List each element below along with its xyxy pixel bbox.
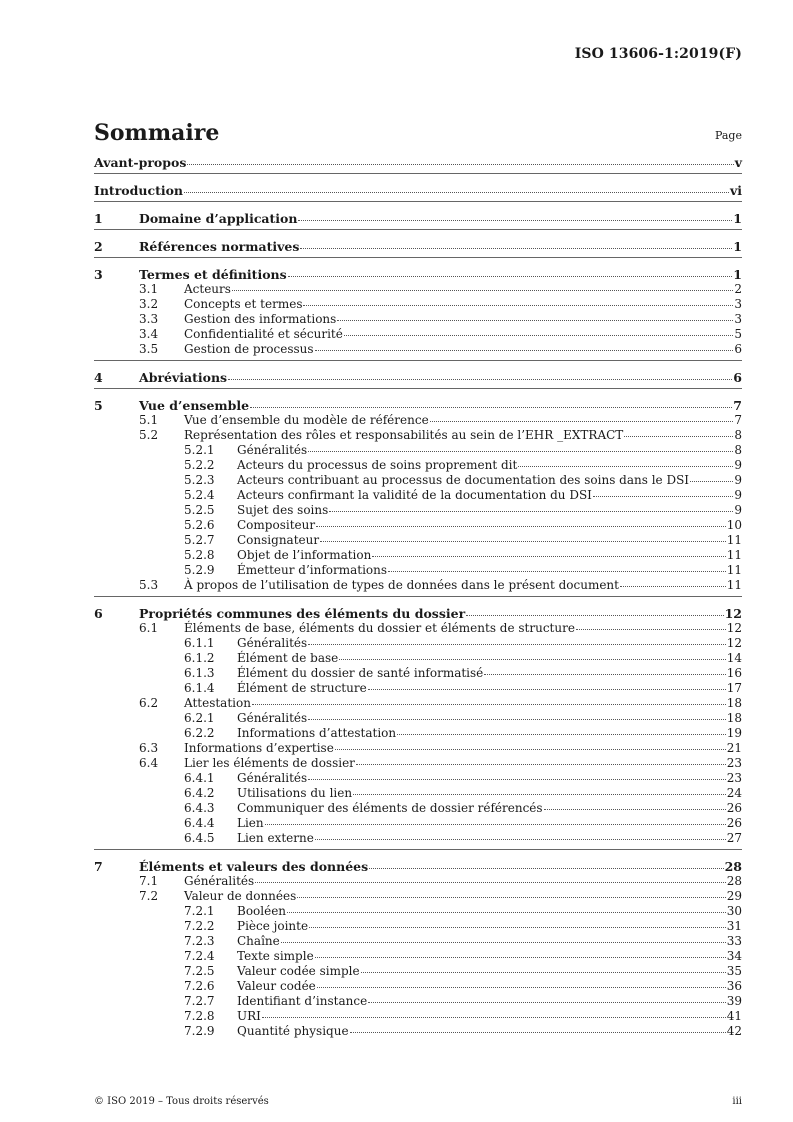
toc-entry-number: 7.2.9 bbox=[184, 1024, 215, 1038]
dot-leader bbox=[361, 972, 726, 973]
dot-leader bbox=[372, 556, 725, 557]
dot-leader bbox=[298, 220, 732, 221]
dot-leader bbox=[339, 659, 725, 660]
dot-leader bbox=[620, 586, 726, 587]
toc-entry-label: Lien externe bbox=[237, 831, 314, 845]
toc-entry[interactable] bbox=[94, 267, 742, 282]
copyright-notice: © ISO 2019 – Tous droits réservés bbox=[94, 1096, 269, 1107]
toc-entry-page: 39 bbox=[726, 994, 742, 1008]
toc-entry-number: 6.2 bbox=[139, 696, 159, 710]
toc-entry-label: Vue d’ensemble du modèle de référence bbox=[184, 413, 429, 427]
dot-leader bbox=[303, 305, 733, 306]
toc-entry-label: Élément de structure bbox=[237, 681, 367, 695]
toc-entry-label: Généralités bbox=[237, 636, 308, 650]
toc-entry-page: 17 bbox=[726, 681, 742, 695]
toc-entry-label: À propos de l’utilisation de types de données dans le présent document bbox=[184, 578, 619, 592]
toc-entry-label: Acteurs confirmant la validité de la documentation du DSI bbox=[237, 488, 592, 502]
toc-entry[interactable] bbox=[94, 533, 742, 548]
toc-entry-number: 7 bbox=[94, 859, 103, 874]
dot-leader bbox=[308, 451, 733, 452]
toc-entry[interactable] bbox=[94, 964, 742, 979]
toc-entry-label: Quantité physique bbox=[237, 1024, 349, 1038]
toc-entry[interactable] bbox=[94, 741, 742, 756]
toc-entry[interactable] bbox=[94, 711, 742, 726]
toc-entry[interactable] bbox=[94, 756, 742, 771]
toc-entry[interactable] bbox=[94, 312, 742, 327]
dot-leader bbox=[300, 248, 732, 249]
dot-leader bbox=[329, 511, 733, 512]
dot-leader bbox=[308, 644, 726, 645]
toc-entry[interactable] bbox=[94, 155, 742, 170]
dot-leader bbox=[255, 882, 726, 883]
dot-leader bbox=[544, 809, 726, 810]
section-divider bbox=[94, 360, 742, 361]
dot-leader bbox=[576, 629, 726, 630]
toc-entry-page: 18 bbox=[726, 696, 742, 710]
dot-leader bbox=[335, 749, 726, 750]
dot-leader bbox=[356, 764, 726, 765]
toc-entry-number: 7.2 bbox=[139, 889, 159, 903]
toc-entry[interactable] bbox=[94, 816, 742, 831]
toc-entry[interactable] bbox=[94, 726, 742, 741]
toc-entry-number: 5 bbox=[94, 398, 103, 413]
toc-entry[interactable] bbox=[94, 370, 742, 385]
dot-leader bbox=[184, 192, 729, 193]
toc-entry-number: 5.2.8 bbox=[184, 548, 215, 562]
toc-entry-number: 7.1 bbox=[139, 874, 159, 888]
toc-entry-label: Généralités bbox=[237, 711, 308, 725]
toc-entry[interactable] bbox=[94, 398, 742, 413]
toc-entry[interactable] bbox=[94, 666, 742, 681]
dot-leader bbox=[317, 987, 726, 988]
toc-entry-label: Acteurs du processus de soins proprement dit bbox=[237, 458, 518, 472]
toc-entry-page: 8 bbox=[734, 443, 742, 457]
dot-leader bbox=[350, 1032, 726, 1033]
toc-entry-page: 11 bbox=[726, 548, 742, 562]
toc-entry-number: 7.2.1 bbox=[184, 904, 215, 918]
toc-entry-label: Chaîne bbox=[237, 934, 280, 948]
toc-entry[interactable] bbox=[94, 548, 742, 563]
toc-entry-page: 36 bbox=[726, 979, 742, 993]
dot-leader bbox=[228, 379, 732, 380]
toc-entry-number: 6.4.3 bbox=[184, 801, 215, 815]
dot-leader bbox=[369, 868, 723, 869]
toc-entry-page: 30 bbox=[726, 904, 742, 918]
toc-entry-number: 4 bbox=[94, 370, 103, 385]
toc-entry-label: Abréviations bbox=[139, 370, 228, 385]
toc-entry-page: 28 bbox=[724, 859, 742, 874]
dot-leader bbox=[308, 719, 726, 720]
toc-entry-number: 5.1 bbox=[139, 413, 159, 427]
toc-entry[interactable] bbox=[94, 801, 742, 816]
toc-entry-page: 26 bbox=[726, 816, 742, 830]
toc-entry-label: Acteurs contribuant au processus de documentation des soins dans le DSI bbox=[237, 473, 690, 487]
toc-entry-page: 11 bbox=[726, 533, 742, 547]
dot-leader bbox=[315, 839, 726, 840]
toc-entry[interactable] bbox=[94, 488, 742, 503]
toc-entry[interactable] bbox=[94, 949, 742, 964]
dot-leader bbox=[252, 704, 726, 705]
toc-entry[interactable] bbox=[94, 651, 742, 666]
toc-entry-number: 6.1.1 bbox=[184, 636, 215, 650]
toc-entry-number: 5.2.3 bbox=[184, 473, 215, 487]
toc-entry-page: 2 bbox=[734, 282, 742, 296]
toc-entry[interactable] bbox=[94, 786, 742, 801]
toc-entry-label: Généralités bbox=[237, 443, 308, 457]
dot-leader bbox=[337, 320, 733, 321]
toc-entry-page: 28 bbox=[726, 874, 742, 888]
dot-leader bbox=[484, 674, 725, 675]
toc-entry[interactable] bbox=[94, 919, 742, 934]
toc-entry-page: 7 bbox=[734, 413, 742, 427]
title-row bbox=[94, 112, 742, 146]
dot-leader bbox=[368, 1002, 726, 1003]
toc-entry-page: 12 bbox=[724, 606, 742, 621]
dot-leader bbox=[262, 1017, 726, 1018]
toc-entry-number: 7.2.2 bbox=[184, 919, 215, 933]
toc-entry-number: 5.2.5 bbox=[184, 503, 215, 517]
toc-entry-label: Confidentialité et sécurité bbox=[184, 327, 343, 341]
toc-entry-label: Propriétés communes des éléments du dossier bbox=[139, 606, 466, 621]
dot-leader bbox=[187, 164, 733, 165]
toc-entry-number: 6.4.1 bbox=[184, 771, 215, 785]
toc-entry-number: 6.1.2 bbox=[184, 651, 215, 665]
toc-entry-page: 41 bbox=[726, 1009, 742, 1023]
toc-entry-label: Informations d’attestation bbox=[237, 726, 397, 740]
toc-entry[interactable] bbox=[94, 681, 742, 696]
toc-entry-label: Élément du dossier de santé informatisé bbox=[237, 666, 484, 680]
toc-entry-label: Avant-propos bbox=[94, 155, 187, 170]
toc-entry-label: Élément de base bbox=[237, 651, 339, 665]
toc-entry-label: Valeur codée simple bbox=[237, 964, 360, 978]
toc-entry-number: 6.2.2 bbox=[184, 726, 215, 740]
toc-entry-page: 11 bbox=[726, 578, 742, 592]
toc-entry-page: 12 bbox=[726, 636, 742, 650]
toc-entry-label: Booléen bbox=[237, 904, 287, 918]
toc-entry-number: 7.2.4 bbox=[184, 949, 215, 963]
toc-entry-label: Émetteur d’informations bbox=[237, 563, 388, 577]
toc-entry-label: Domaine d’application bbox=[139, 211, 298, 226]
toc-entry-label: Termes et définitions bbox=[139, 267, 287, 282]
dot-leader bbox=[518, 466, 733, 467]
toc-entry-page: 21 bbox=[726, 741, 742, 755]
toc-entry[interactable] bbox=[94, 636, 742, 651]
toc-entry-number: 5.2.7 bbox=[184, 533, 215, 547]
toc-entry-number: 6 bbox=[94, 606, 103, 621]
toc-entry[interactable] bbox=[94, 518, 742, 533]
table-of-contents bbox=[94, 155, 742, 1039]
toc-entry-page: 10 bbox=[726, 518, 742, 532]
toc-entry-page: 27 bbox=[726, 831, 742, 845]
toc-entry-number: 6.4.5 bbox=[184, 831, 215, 845]
toc-entry-number: 3.1 bbox=[139, 282, 159, 296]
toc-entry-page: 33 bbox=[726, 934, 742, 948]
toc-entry-number: 6.2.1 bbox=[184, 711, 215, 725]
dot-leader bbox=[690, 481, 733, 482]
toc-entry-page: 29 bbox=[726, 889, 742, 903]
toc-entry-label: Généralités bbox=[237, 771, 308, 785]
toc-entry-page: 16 bbox=[726, 666, 742, 680]
toc-entry-label: Généralités bbox=[184, 874, 255, 888]
section-divider bbox=[94, 596, 742, 597]
toc-entry-page: 31 bbox=[726, 919, 742, 933]
toc-entry-label: Pièce jointe bbox=[237, 919, 309, 933]
toc-entry-label: Valeur de données bbox=[184, 889, 297, 903]
toc-entry[interactable] bbox=[94, 994, 742, 1009]
toc-entry[interactable] bbox=[94, 1024, 742, 1039]
toc-entry-label: Vue d’ensemble bbox=[139, 398, 250, 413]
toc-entry-label: Texte simple bbox=[237, 949, 314, 963]
toc-entry[interactable] bbox=[94, 297, 742, 312]
toc-entry-label: Sujet des soins bbox=[237, 503, 329, 517]
section-divider bbox=[94, 849, 742, 850]
toc-entry-number: 3.5 bbox=[139, 342, 159, 356]
toc-entry-page: 23 bbox=[726, 771, 742, 785]
toc-entry-page: 3 bbox=[734, 297, 742, 311]
toc-entry-label: Consignateur bbox=[237, 533, 320, 547]
toc-entry-number: 7.2.5 bbox=[184, 964, 215, 978]
toc-entry-number: 7.2.7 bbox=[184, 994, 215, 1008]
toc-entry[interactable] bbox=[94, 1009, 742, 1024]
toc-entry-number: 6.4.2 bbox=[184, 786, 215, 800]
toc-entry-label: Lien bbox=[237, 816, 264, 830]
dot-leader bbox=[320, 541, 726, 542]
toc-entry-number: 1 bbox=[94, 211, 103, 226]
toc-entry[interactable] bbox=[94, 578, 742, 593]
toc-entry-number: 5.2.1 bbox=[184, 443, 215, 457]
toc-entry[interactable] bbox=[94, 904, 742, 919]
toc-entry-number: 6.4 bbox=[139, 756, 159, 770]
toc-entry-label: Concepts et termes bbox=[184, 297, 303, 311]
toc-entry-label: Objet de l’information bbox=[237, 548, 372, 562]
dot-leader bbox=[232, 290, 733, 291]
toc-entry-label: Acteurs bbox=[184, 282, 231, 296]
toc-entry[interactable] bbox=[94, 211, 742, 226]
toc-entry-number: 6.4.4 bbox=[184, 816, 215, 830]
dot-leader bbox=[397, 734, 726, 735]
toc-entry-number: 5.3 bbox=[139, 578, 159, 592]
dot-leader bbox=[288, 276, 733, 277]
dot-leader bbox=[624, 436, 733, 437]
toc-entry-page: 23 bbox=[726, 756, 742, 770]
dot-leader bbox=[281, 942, 726, 943]
toc-entry-page: 12 bbox=[726, 621, 742, 635]
toc-entry[interactable] bbox=[94, 606, 742, 621]
toc-entry-number: 5.2.2 bbox=[184, 458, 215, 472]
section-divider bbox=[94, 257, 742, 258]
toc-entry-number: 2 bbox=[94, 239, 103, 254]
toc-entry-page: 11 bbox=[726, 563, 742, 577]
dot-leader bbox=[308, 779, 726, 780]
toc-entry-number: 3 bbox=[94, 267, 103, 282]
toc-entry-label: Introduction bbox=[94, 183, 184, 198]
toc-entry-page: v bbox=[734, 155, 742, 170]
toc-entry-number: 6.1 bbox=[139, 621, 159, 635]
dot-leader bbox=[368, 689, 726, 690]
dot-leader bbox=[315, 957, 726, 958]
dot-leader bbox=[250, 407, 732, 408]
toc-entry[interactable] bbox=[94, 183, 742, 198]
toc-entry[interactable] bbox=[94, 473, 742, 488]
toc-entry-number: 5.2 bbox=[139, 428, 159, 442]
toc-entry-label: URI bbox=[237, 1009, 261, 1023]
section-divider bbox=[94, 229, 742, 230]
toc-entry[interactable] bbox=[94, 859, 742, 874]
toc-entry-number: 5.2.9 bbox=[184, 563, 215, 577]
dot-leader bbox=[353, 794, 726, 795]
toc-entry-page: 9 bbox=[734, 503, 742, 517]
toc-entry-page: 9 bbox=[734, 458, 742, 472]
toc-entry[interactable] bbox=[94, 889, 742, 904]
toc-entry-label: Représentation des rôles et responsabilités au sein de l’EHR _EXTRACT bbox=[184, 428, 624, 442]
section-divider bbox=[94, 201, 742, 202]
toc-entry-page: 35 bbox=[726, 964, 742, 978]
toc-entry-label: Gestion des informations bbox=[184, 312, 337, 326]
toc-entry[interactable] bbox=[94, 503, 742, 518]
toc-entry-number: 3.3 bbox=[139, 312, 159, 326]
toc-entry-label: Compositeur bbox=[237, 518, 316, 532]
toc-entry-number: 3.4 bbox=[139, 327, 159, 341]
toc-entry-page: 9 bbox=[734, 488, 742, 502]
toc-entry-page: 5 bbox=[734, 327, 742, 341]
dot-leader bbox=[593, 496, 733, 497]
toc-entry-page: 14 bbox=[726, 651, 742, 665]
dot-leader bbox=[287, 912, 726, 913]
toc-entry[interactable] bbox=[94, 327, 742, 342]
toc-entry-number: 6.1.3 bbox=[184, 666, 215, 680]
toc-entry-label: Références normatives bbox=[139, 239, 300, 254]
toc-entry-label: Communiquer des éléments de dossier référencés bbox=[237, 801, 543, 815]
section-divider bbox=[94, 388, 742, 389]
toc-entry-page: 26 bbox=[726, 801, 742, 815]
dot-leader bbox=[388, 571, 726, 572]
toc-entry-label: Utilisations du lien bbox=[237, 786, 353, 800]
toc-entry[interactable] bbox=[94, 413, 742, 428]
toc-entry-label: Attestation bbox=[184, 696, 251, 710]
dot-leader bbox=[297, 897, 725, 898]
toc-entry-label: Valeur codée bbox=[237, 979, 316, 993]
toc-entry[interactable] bbox=[94, 458, 742, 473]
toc-entry[interactable] bbox=[94, 621, 742, 636]
page-title: Sommaire bbox=[94, 120, 220, 146]
toc-entry-number: 6.3 bbox=[139, 741, 159, 755]
toc-entry-page: 42 bbox=[726, 1024, 742, 1038]
toc-entry-number: 7.2.3 bbox=[184, 934, 215, 948]
toc-entry-page: 1 bbox=[733, 239, 742, 254]
toc-entry-page: 1 bbox=[733, 267, 742, 282]
toc-entry[interactable] bbox=[94, 979, 742, 994]
toc-entry-label: Informations d’expertise bbox=[184, 741, 334, 755]
toc-entry-page: 7 bbox=[733, 398, 742, 413]
toc-entry-page: 34 bbox=[726, 949, 742, 963]
dot-leader bbox=[466, 615, 723, 616]
page-column-label: Page bbox=[714, 129, 742, 142]
toc-entry-number: 3.2 bbox=[139, 297, 159, 311]
dot-leader bbox=[344, 335, 734, 336]
dot-leader bbox=[430, 421, 734, 422]
page-number: iii bbox=[732, 1096, 742, 1107]
toc-entry[interactable] bbox=[94, 282, 742, 297]
toc-entry-label: Lier les éléments de dossier bbox=[184, 756, 355, 770]
toc-entry[interactable] bbox=[94, 934, 742, 949]
toc-entry-label: Gestion de processus bbox=[184, 342, 314, 356]
toc-entry[interactable] bbox=[94, 563, 742, 578]
toc-entry-label: Éléments de base, éléments du dossier et éléments de structure bbox=[184, 621, 575, 635]
toc-entry-number: 5.2.4 bbox=[184, 488, 215, 502]
dot-leader bbox=[316, 526, 726, 527]
toc-entry-page: 24 bbox=[726, 786, 742, 800]
toc-entry-page: 8 bbox=[734, 428, 742, 442]
dot-leader bbox=[309, 927, 726, 928]
toc-entry-page: vi bbox=[729, 183, 742, 198]
toc-entry[interactable] bbox=[94, 443, 742, 458]
toc-entry-label: Identifiant d’instance bbox=[237, 994, 368, 1008]
toc-entry-page: 19 bbox=[726, 726, 742, 740]
toc-entry-page: 6 bbox=[733, 370, 742, 385]
standard-identifier: ISO 13606-1:2019(F) bbox=[574, 46, 742, 62]
toc-entry[interactable] bbox=[94, 771, 742, 786]
toc-entry-page: 3 bbox=[734, 312, 742, 326]
toc-entry-page: 1 bbox=[733, 211, 742, 226]
toc-entry[interactable] bbox=[94, 831, 742, 846]
toc-entry-number: 7.2.6 bbox=[184, 979, 215, 993]
toc-entry-page: 18 bbox=[726, 711, 742, 725]
toc-entry-page: 6 bbox=[734, 342, 742, 356]
toc-entry-label: Éléments et valeurs des données bbox=[139, 859, 369, 874]
toc-entry-number: 5.2.6 bbox=[184, 518, 215, 532]
toc-entry[interactable] bbox=[94, 428, 742, 443]
toc-entry[interactable] bbox=[94, 696, 742, 711]
dot-leader bbox=[265, 824, 726, 825]
toc-entry[interactable] bbox=[94, 239, 742, 254]
toc-entry[interactable] bbox=[94, 874, 742, 889]
section-divider bbox=[94, 173, 742, 174]
toc-entry-page: 9 bbox=[734, 473, 742, 487]
toc-entry-number: 7.2.8 bbox=[184, 1009, 215, 1023]
toc-entry[interactable] bbox=[94, 342, 742, 357]
dot-leader bbox=[315, 350, 734, 351]
toc-entry-number: 6.1.4 bbox=[184, 681, 215, 695]
